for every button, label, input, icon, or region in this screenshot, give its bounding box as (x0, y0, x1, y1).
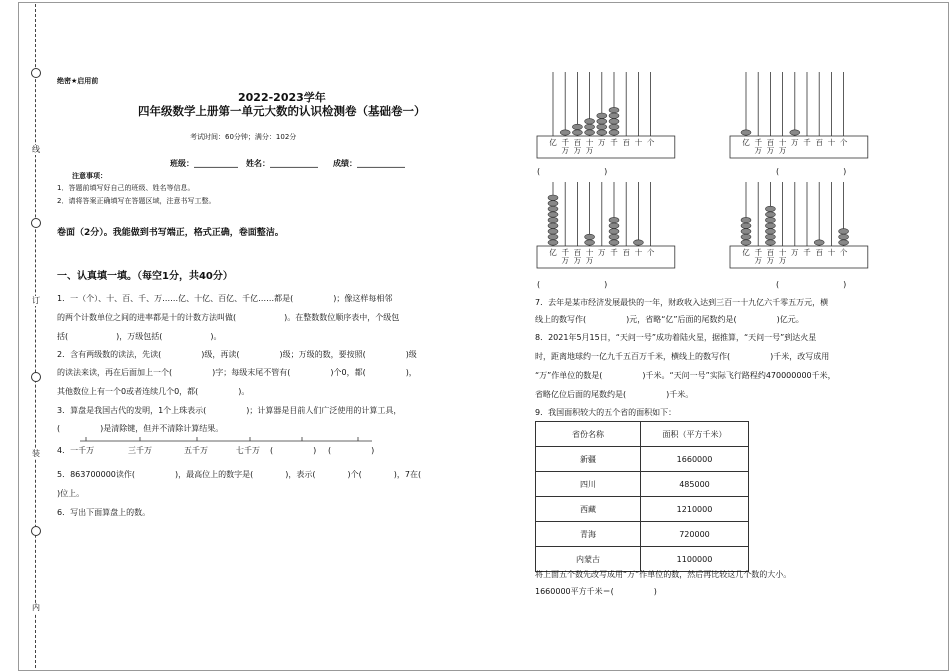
abacus-place-label: 万 (766, 146, 775, 155)
page-title: 四年级数学上册第一单元大数的认识检测卷（基础卷一） (138, 104, 426, 118)
question-5: 5．863700000读作( )，最高位上的数字是( )，表示( )个( )，7在( (57, 470, 438, 479)
school-year: 2022-2023学年 (238, 91, 326, 104)
abacus-bead (839, 234, 849, 239)
abacus-place-label: 十 (827, 138, 836, 147)
abacus-bead (765, 217, 775, 222)
binding-hole (31, 526, 41, 536)
abacus-bead (548, 206, 558, 211)
name-field[interactable]: 姓名：____________ (246, 159, 318, 168)
abacus-bead (585, 234, 595, 239)
abacus-place-label: 万 (778, 256, 787, 265)
abacus-place-label: 百 (815, 248, 823, 257)
binding-line (35, 4, 36, 668)
question-2: 的读法来读，再在后面加上一个( )字；每级末尾不管有( )个0，都( )， (57, 368, 417, 377)
abacus-bead (585, 240, 595, 245)
abacus-place-label: 亿 (549, 138, 557, 147)
table-row (536, 472, 749, 497)
abacus-place-label: 十 (827, 248, 836, 257)
area-table (535, 421, 749, 572)
number-line-blank[interactable]: ( ) (270, 446, 317, 455)
abacus-place-label: 万 (561, 256, 569, 265)
abacus-place-label: 十 (778, 138, 787, 147)
abacus-place-label: 千 (754, 138, 762, 147)
abacus-answer[interactable]: ( ) (776, 280, 847, 289)
number-line-blank[interactable]: ( ) (328, 446, 375, 455)
abacus-place-label: 个 (646, 138, 655, 147)
table-row (536, 447, 749, 472)
abacus-bead (609, 130, 619, 135)
abacus-place-label: 万 (791, 248, 799, 257)
abacus-bead (609, 217, 619, 222)
abacus-svg (535, 70, 675, 160)
table-header: 省份名称 (536, 422, 641, 447)
abacus-place-label: 百 (815, 138, 823, 147)
question-9: 9．我国面积较大的五个省的面积如下： (535, 408, 677, 417)
abacus-place-label: 亿 (742, 138, 750, 147)
abacus-bead (609, 119, 619, 124)
abacus-bead (814, 240, 824, 245)
abacus-3 (535, 180, 675, 274)
question-2: 其他数位上有一个0或者连续几个0，都( )。 (57, 387, 250, 396)
abacus-place-label: 千 (561, 248, 569, 257)
abacus-bead (548, 201, 558, 206)
question-8: 省略亿位后面的尾数约是( )千米。 (535, 390, 694, 399)
abacus-bead (609, 113, 619, 118)
abacus-bead (585, 119, 595, 124)
abacus-place-label: 万 (598, 248, 606, 257)
abacus-place-label: 万 (754, 146, 762, 155)
note-item: 1．答题前填写好自己的班级、姓名等信息。 (57, 184, 195, 192)
abacus-place-label: 个 (839, 138, 848, 147)
class-field[interactable]: 班级：___________ (170, 159, 238, 168)
abacus-bead (597, 130, 607, 135)
number-line-label: 三千万 (128, 446, 152, 455)
question-5: )位上。 (57, 489, 85, 498)
table-row (536, 547, 749, 572)
abacus-bead (572, 130, 582, 135)
abacus-bead (839, 240, 849, 245)
question-1: 括( )，万级包括( )。 (57, 332, 222, 341)
table-row (536, 522, 749, 547)
abacus-place-label: 亿 (742, 248, 750, 257)
abacus-bead (609, 234, 619, 239)
abacus-bead (765, 240, 775, 245)
abacus-4 (728, 180, 868, 274)
abacus-bead (585, 130, 595, 135)
note-item: 2．请将答案正确填写在答题区域，注意书写工整。 (57, 197, 216, 205)
section-title: 一、认真填一填。（每空1分，共40分） (57, 271, 233, 282)
abacus-place-label: 百 (573, 138, 582, 147)
abacus-answer[interactable]: ( ) (537, 167, 608, 176)
question-8: “万”作单位的数是( )千米。“天问一号”实际飞行路程约470000000千米， (535, 371, 836, 380)
abacus-place-label: 万 (585, 256, 594, 265)
abacus-2 (728, 70, 868, 164)
abacus-place-label: 万 (778, 146, 787, 155)
abacus-bead (548, 195, 558, 200)
abacus-place-label: 千 (803, 248, 811, 257)
abacus-place-label: 百 (766, 138, 775, 147)
abacus-place-label: 千 (803, 138, 811, 147)
abacus-place-label: 千 (610, 248, 618, 257)
table-cell: 1210000 (641, 497, 749, 522)
abacus-place-label: 万 (585, 146, 594, 155)
abacus-bead (597, 113, 607, 118)
abacus-svg (728, 180, 868, 270)
table-cell: 新疆 (536, 447, 641, 472)
table-cell: 内蒙古 (536, 547, 641, 572)
abacus-place-label: 万 (573, 146, 582, 155)
table-cell: 485000 (641, 472, 749, 497)
abacus-bead (548, 217, 558, 222)
table-row (536, 497, 749, 522)
table-cell: 1660000 (641, 447, 749, 472)
abacus-place-label: 千 (610, 138, 618, 147)
abacus-place-label: 万 (766, 256, 775, 265)
abacus-bead (609, 229, 619, 234)
table-cell: 1100000 (641, 547, 749, 572)
abacus-answer[interactable]: ( ) (776, 167, 847, 176)
abacus-bead (609, 124, 619, 129)
margin-label-inner: 内 (32, 603, 40, 612)
abacus-place-label: 万 (598, 138, 606, 147)
abacus-place-label: 百 (573, 248, 582, 257)
abacus-place-label: 万 (573, 256, 582, 265)
abacus-bead (560, 130, 570, 135)
abacus-place-label: 十 (585, 138, 594, 147)
abacus-place-label: 百 (622, 248, 630, 257)
abacus-place-label: 千 (561, 138, 569, 147)
abacus-bead (741, 223, 751, 228)
binding-hole (31, 218, 41, 228)
abacus-bead (633, 240, 643, 245)
abacus-place-label: 千 (754, 248, 762, 257)
abacus-svg (535, 180, 675, 270)
abacus-place-label: 百 (766, 248, 775, 257)
neatness-note: 卷面（2分）。我能做到书写端正，格式正确，卷面整洁。 (57, 228, 284, 238)
number-line-label: 4．一千万 (57, 446, 95, 455)
abacus-place-label: 万 (791, 138, 799, 147)
abacus-svg (728, 70, 868, 160)
abacus-place-label: 十 (778, 248, 787, 257)
abacus-place-label: 十 (585, 248, 594, 257)
abacus-bead (609, 223, 619, 228)
question-1: 1．一（个）、十、百、千、万……亿、十亿、百亿、千亿……都是( )；像这样每相邻 (57, 294, 393, 303)
question-7: 7．去年是某市经济发展最快的一年，财政收入达到三百一十九亿六千零五万元，横 (535, 298, 829, 307)
score-field[interactable]: 成绩：____________ (333, 159, 405, 168)
notes-title: 注意事项： (72, 172, 107, 180)
margin-label-line: 线 (32, 145, 40, 154)
abacus-bead (597, 119, 607, 124)
question-9-equation[interactable]: 1660000平方千米＝( ) (535, 587, 657, 596)
margin-label-bind: 订 (32, 296, 40, 305)
abacus-bead (548, 234, 558, 239)
abacus-place-label: 十 (634, 138, 643, 147)
question-3: 3．算盘是我国古代的发明，1个上珠表示( )；计算器是目前人们广泛使用的计算工具， (57, 406, 402, 415)
question-1: 的两个计数单位之间的进率都是十的计数方法叫做( )。在整数数位顺序表中，个级包 (57, 313, 400, 322)
table-header-row (536, 422, 749, 447)
abacus-bead (765, 234, 775, 239)
abacus-place-label: 十 (634, 248, 643, 257)
abacus-bead (585, 124, 595, 129)
abacus-bead (741, 130, 751, 135)
question-8: 8．2021年5月15日，“天问一号”成功着陆火星，据推算，“天问一号”到达火星 (535, 333, 817, 342)
secret-mark: 绝密★启用前 (57, 77, 99, 85)
number-line-label: 七千万 (236, 446, 260, 455)
abacus-bead (741, 217, 751, 222)
abacus-bead (765, 223, 775, 228)
abacus-bead (609, 107, 619, 112)
question-9-instruction: 将上面五个数先改写成用“万”作单位的数，然后再比较这几个数的大小。 (535, 570, 792, 579)
binding-hole (31, 372, 41, 382)
abacus-1 (535, 70, 675, 164)
abacus-bead (548, 212, 558, 217)
question-7: 线上的数写作( )元，省略“亿”后面的尾数约是( )亿元。 (535, 315, 804, 324)
abacus-bead (765, 206, 775, 211)
table-header: 面积（平方千米） (641, 422, 749, 447)
abacus-place-label: 亿 (549, 248, 557, 257)
abacus-bead (839, 229, 849, 234)
abacus-bead (741, 240, 751, 245)
abacus-place-label: 个 (839, 248, 848, 257)
margin-label-mount: 装 (32, 449, 40, 458)
abacus-bead (572, 124, 582, 129)
abacus-place-label: 百 (622, 138, 630, 147)
abacus-bead (548, 223, 558, 228)
binding-hole (31, 68, 41, 78)
abacus-bead (790, 130, 800, 135)
question-8: 时，距离地球约一亿九千五百万千米，横线上的数写作( )千米，改写成用 (535, 352, 830, 361)
exam-info: 考试时间：60分钟；满分：102分 (190, 133, 297, 141)
question-3: ( )是清除键，但并不清除计算结果。 (57, 424, 224, 433)
abacus-bead (597, 124, 607, 129)
abacus-bead (548, 229, 558, 234)
table-cell: 720000 (641, 522, 749, 547)
question-2: 2．含有两级数的读法，先读( )级，再读( )级；万级的数，要按照( )级 (57, 350, 417, 359)
abacus-bead (741, 229, 751, 234)
number-line-label: 五千万 (184, 446, 208, 455)
abacus-bead (741, 234, 751, 239)
abacus-bead (765, 229, 775, 234)
table-cell: 青海 (536, 522, 641, 547)
table-cell: 西藏 (536, 497, 641, 522)
abacus-bead (548, 240, 558, 245)
abacus-answer[interactable]: ( ) (537, 280, 608, 289)
abacus-bead (609, 240, 619, 245)
abacus-place-label: 个 (646, 248, 655, 257)
abacus-place-label: 万 (561, 146, 569, 155)
abacus-place-label: 万 (754, 256, 762, 265)
question-6: 6．写出下面算盘上的数。 (57, 508, 151, 517)
table-cell: 四川 (536, 472, 641, 497)
abacus-bead (765, 212, 775, 217)
